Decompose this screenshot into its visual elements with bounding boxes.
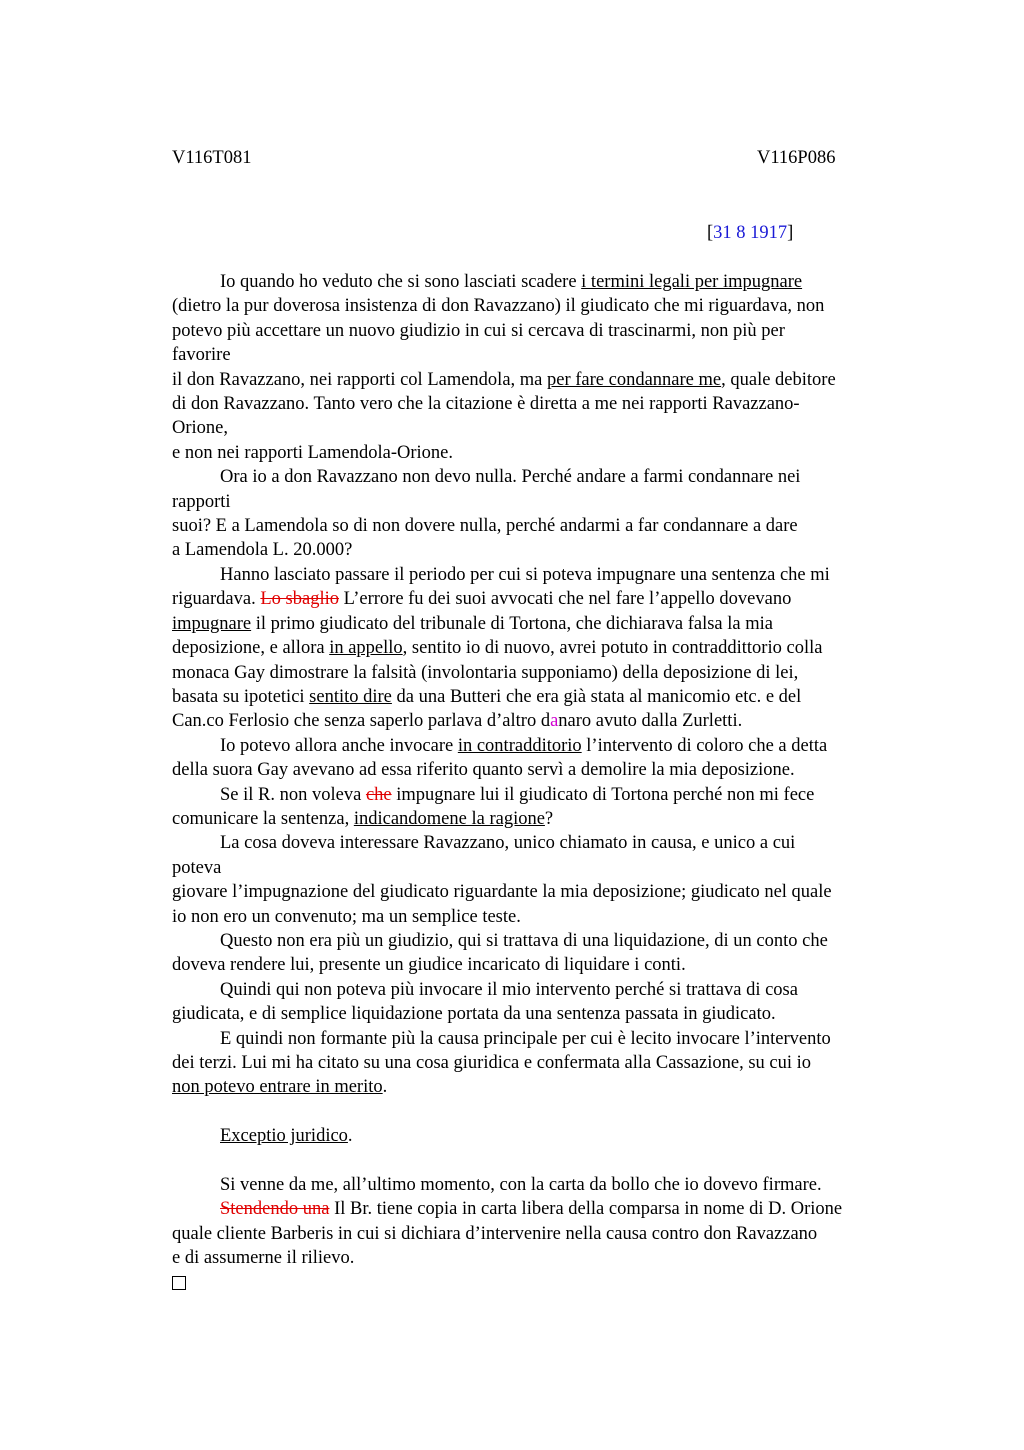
paragraph-line: della suora Gay avevano ad essa riferito quanto servì a demolire la mia deposizione. [172, 760, 795, 781]
strikethrough-text: Stendendo una [220, 1199, 330, 1220]
paragraph-line: E quindi non formante più la causa principale per cui è lecito invocare l’intervento [220, 1028, 831, 1049]
paragraph-line: Hanno lasciato passare il periodo per cui si poteva impugnare una sentenza che mi [220, 564, 830, 585]
paragraph-line: impugnare il primo giudicato del tribunale di Tortona, che dichiarava falsa la mia [172, 613, 773, 634]
paragraph-line: monaca Gay dimostrare la falsità (involontaria supponiamo) della deposizione di lei, [172, 662, 799, 683]
end-marker [172, 1271, 912, 1297]
paragraph-line: Stendendo una Il Br. tiene copia in carta libera della comparsa in nome di D. Orione [220, 1199, 843, 1220]
paragraph-line: e non nei rapporti Lamendola-Orione. [172, 442, 453, 463]
paragraph-line: rapporti [172, 491, 231, 512]
paragraph-line: favorire [172, 345, 231, 366]
paragraph-line: Si venne da me, all’ultimo momento, con la carta da bollo che io dovevo firmare. [220, 1175, 822, 1195]
square-box-icon [172, 1276, 186, 1290]
paragraph-line: non potevo entrare in merito. [172, 1077, 388, 1098]
strikethrough-text: Lo sbaglio [260, 589, 339, 610]
paragraph-line: giovare l’impugnazione del giudicato riguardante la mia deposizione; giudicato nel quale [172, 882, 832, 903]
paragraph-line: Can.co Ferlosio che senza saperlo parlava d’altro danaro avuto dalla Zurletti. [172, 711, 743, 732]
paragraph-line: io non ero un convenuto; ma un semplice teste. [172, 906, 521, 927]
document-code-right: V116P086 [757, 148, 836, 168]
paragraph-line: comunicare la sentenza, indicandomene la ragione? [172, 808, 554, 829]
paragraph-line: giudicata, e di semplice liquidazione portata da una sentenza passata in giudicato. [172, 1004, 776, 1025]
paragraph-line: poteva [172, 857, 222, 878]
paragraph-line: potevo più accettare un nuovo giudizio in cui si cercava di trascinarmi, non più per [172, 320, 785, 341]
section-heading: Exceptio juridico. [220, 1126, 353, 1147]
paragraph-line: Io potevo allora anche invocare in contradditorio l’intervento di coloro che a detta [220, 735, 828, 756]
corrected-letter: a [550, 711, 559, 732]
paragraph-line: Orione, [172, 418, 228, 439]
paragraph-line: suoi? E a Lamendola so di non dovere nulla, perché andarmi a far condannare a dare [172, 516, 798, 537]
date-value: 31 8 1917 [713, 223, 788, 243]
paragraph-line: Io quando ho veduto che si sono lasciati scadere i termini legali per impugnare [220, 272, 803, 292]
date-stamp: [31 8 1917] [707, 223, 794, 243]
paragraph-line: il don Ravazzano, nei rapporti col Lamendola, ma per fare condannare me, quale debitore [172, 369, 836, 390]
blank-line [172, 1149, 912, 1173]
paragraph-line: Quindi qui non poteva più invocare il mio intervento perché si trattava di cosa [220, 979, 798, 1000]
paragraph-line: doveva rendere lui, presente un giudice incaricato di liquidare i conti. [172, 955, 686, 976]
paragraph-line: Questo non era più un giudizio, qui si trattava di una liquidazione, di un conto che [220, 930, 828, 951]
paragraph-line: e di assumerne il rilievo. [172, 1248, 355, 1269]
strikethrough-text: che [365, 784, 392, 805]
paragraph-line: Ora io a don Ravazzano non devo nulla. Perché andare a farmi condannare nei [220, 467, 801, 488]
paragraph-line: basata su ipotetici sentito dire da una Butteri che era già stata al manicomio etc. e del [172, 686, 802, 707]
paragraph-line: deposizione, e allora in appello, sentito io di nuovo, avrei potuto in contraddittorio colla [172, 638, 823, 659]
paragraph-line: (dietro la pur doverosa insistenza di don Ravazzano) il giudicato che mi riguardava, non [172, 296, 825, 317]
paragraph-line: quale cliente Barberis in cui si dichiara d’intervenire nella causa contro don Ravazzano [172, 1223, 818, 1244]
document-code-left: V116T081 [172, 148, 252, 168]
letter-body [172, 270, 912, 1297]
paragraph-line: dei terzi. Lui mi ha citato su una cosa giuridica e confermata alla Cassazione, su cui io [172, 1053, 812, 1073]
paragraph-line: riguardava. Lo sbaglio L’errore fu dei suoi avvocati che nel fare l’appello dovevano [172, 589, 792, 610]
paragraph-line: a Lamendola L. 20.000? [172, 540, 353, 561]
blank-line [172, 1100, 912, 1124]
paragraph-line: La cosa doveva interessare Ravazzano, unico chiamato in causa, e unico a cui [220, 833, 796, 854]
paragraph-line: di don Ravazzano. Tanto vero che la citazione è diretta a me nei rapporti Ravazzano- [172, 394, 800, 415]
paragraph-line: Se il R. non voleva che impugnare lui il giudicato di Tortona perché non mi fece [220, 784, 815, 805]
